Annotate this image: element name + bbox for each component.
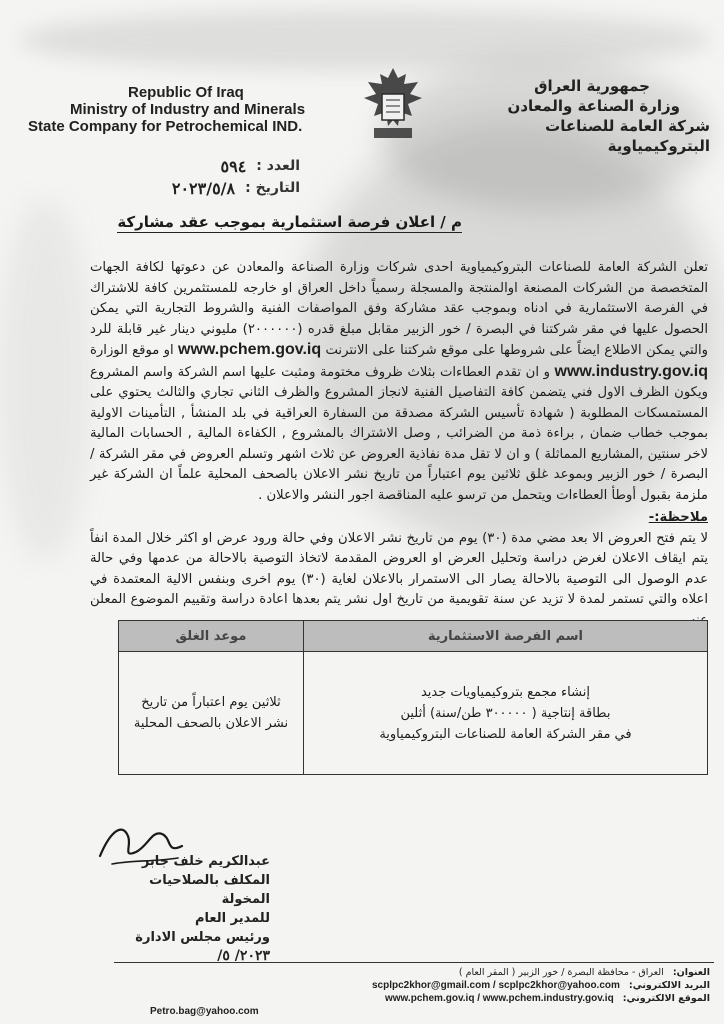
table-header-opportunity: اسم الفرصة الاستثمارية — [303, 621, 707, 652]
eagle-emblem-icon — [358, 64, 428, 144]
letterhead-ministry-ar: وزارة الصناعة والمعادن — [507, 97, 680, 115]
signer-title: ورئيس مجلس الادارة — [135, 930, 270, 945]
signer-name: عبدالكريم خلف جابر — [141, 854, 270, 869]
note-title: ملاحظة:- — [648, 510, 708, 525]
letterhead-ministry: Ministry of Industry and Minerals — [70, 101, 306, 118]
footer-website-label: الموقع الالكتروني: — [622, 993, 710, 1004]
main-paragraph — [90, 258, 708, 506]
letterhead-country-ar: جمهورية العراق — [534, 77, 650, 95]
table-header-closing: موعد الغلق — [119, 621, 304, 652]
letterhead-company: State Company for Petrochemical IND. — [28, 118, 303, 135]
opportunity-line: في مقر الشركة العامة للصناعات البتروكيمياوية — [379, 726, 632, 742]
industry-website-link[interactable]: www.industry.gov.iq — [554, 362, 708, 380]
closing-line: ثلاثين يوم اعتباراً من تاريخ — [141, 695, 281, 710]
table-row — [119, 652, 708, 775]
pchem-website-link[interactable]: www.pchem.gov.iq — [178, 341, 322, 358]
reference-date: ٢٠٢٣/٥/٨ — [171, 178, 236, 198]
scan-shadow — [0, 200, 90, 560]
signer-date: ٢٠٢٣/ ٥/ — [217, 948, 270, 964]
closing-cell — [119, 652, 304, 775]
scan-shadow — [20, 10, 710, 70]
closing-line: نشر الاعلان بالصحف المحلية — [133, 716, 289, 731]
subject-line: م / اعلان فرصة استثمارية بموجب عقد مشاركة — [117, 213, 462, 231]
letterhead-company-ar: شركة العامة للصناعات البتروكيمياوية — [545, 117, 710, 155]
footer-divider — [114, 962, 714, 963]
footer-address: العراق - محافظة البصرة / خور الزبير ( المقر العام ) — [458, 967, 664, 978]
footer-address-label: العنوان: — [672, 967, 710, 978]
paragraph-text: و ان تقدم العطاءات بثلاث ظروف مختومة ومثبت عليها اسم الشركة واسم المشروع ويكون الظرف الاول فني يتضمن كافة التفاصيل الفنية لانجاز المشروع والظرف الثاني تجاري والثالث يحتوي على المستمسكات المطلوبة ( شهادة تأسيس الشركة مصدقة من السفارة العراقية في بلد المنشأ , التأمينات الاولية بموجب خطاب ضمان , براءة ذمة من الضرائب , وصل الاشتراك بالمشروع , الكفاءة المالية , الحسابات المالية لاخر سنتين ,المشاريع المماثلة ) و ان لا تقل مدة نفاذية العروض عن ثلاث اشهر وتسلم العروض في مقر الشركة / البصرة / خور الزبير وبموعد غلق ثلاثين يوم اعتباراً من تاريخ نشر الاعلان بالصحف المحلية علماً ان الشركة غير ملزمة بقبول أوطأ العطاءات ويتحمل من ترسو عليه المناقصة اجور النشر والاعلان . — [90, 364, 708, 503]
signer-block — [100, 852, 270, 966]
opportunity-cell — [303, 652, 707, 775]
footer — [150, 966, 710, 1018]
reference-date-label: التاريخ : — [245, 180, 300, 196]
announcement-body — [90, 258, 708, 631]
reference-number-label: العدد : — [256, 158, 300, 174]
signer-title: المكلف بالصلاحيات المخولة — [149, 873, 270, 907]
letterhead-country: Republic Of Iraq — [128, 84, 244, 101]
note-paragraph: لا يتم فتح العروض الا بعد مضي مدة (٣٠) يوم من تاريخ نشر الاعلان وفي حالة ورود عرض او اكثر خلال المدة انفاً يتم ايقاف الاعلان لغرض دراسة وتحليل العرض او العروض المقدمة لاتخاذ التوصية بالاحالة من عدمها وفي حالة عدم الوصول الى التوصية بالاحالة يصار الى الاستمرار بالاعلان لغاية (٣٠) يوم اخرى وبنفس الالية المعتمدة في اعلاه والتي تستمر لمدة لا تزيد عن سنة تقويمية من تاريخ اول نشر يتم بعدها اعادة دراسة وتقييم الموضوع المعلن — [90, 530, 708, 607]
reference-number: ٥٩٤ — [220, 156, 247, 176]
footer-website[interactable]: www.pchem.gov.iq / www.pchem.industry.gov.iq — [384, 993, 614, 1004]
footer-email[interactable]: scplpc2khor@gmail.com / scplpc2khor@yahoo.com — [371, 980, 620, 991]
footer-extra-email[interactable]: Petro.bag@yahoo.com — [150, 1006, 259, 1017]
opportunity-line: بطاقة إنتاجية ( ٣٠٠٠٠٠ طن/سنة) أثلين — [400, 705, 611, 721]
letterhead-english — [28, 84, 328, 135]
opportunity-line: إنشاء مجمع بتروكيمياويات جديد — [420, 684, 590, 700]
paragraph-text: تعلن الشركة العامة للصناعات البتروكيمياوية احدى شركات وزارة الصناعة والمعادن عن دعوتها لكافة الجهات المتخصصة من الشركات المصنعة اوالمنتجة والمسجلة رسمياً داخل العراق او خارجه للمستثمرين كافة للاشتراك في الفرصة الاستثمارية في ادناه وبموجب عقد مشاركة وفق المواصفات الفنية والشروط التجارية التي يمكن الحصول عليها في مقر شركتنا في البصرة / خور الزبير مقابل مبلغ قدره (٢٠٠٠٠٠٠) مليوني دينار غير قابلة للرد والتي يمكن الاطلاع ايضاً على شروطها على موقع شركتنا على الانترنت — [90, 260, 708, 358]
signer-title: للمدير العام — [195, 911, 270, 926]
letterhead-arabic — [440, 76, 710, 156]
footer-email-label: البريد الالكتروني: — [628, 980, 710, 991]
table-header-row — [119, 621, 708, 652]
investment-table — [118, 620, 708, 775]
paragraph-text: او موقع الوزارة — [90, 343, 174, 358]
reference-block — [120, 155, 300, 199]
